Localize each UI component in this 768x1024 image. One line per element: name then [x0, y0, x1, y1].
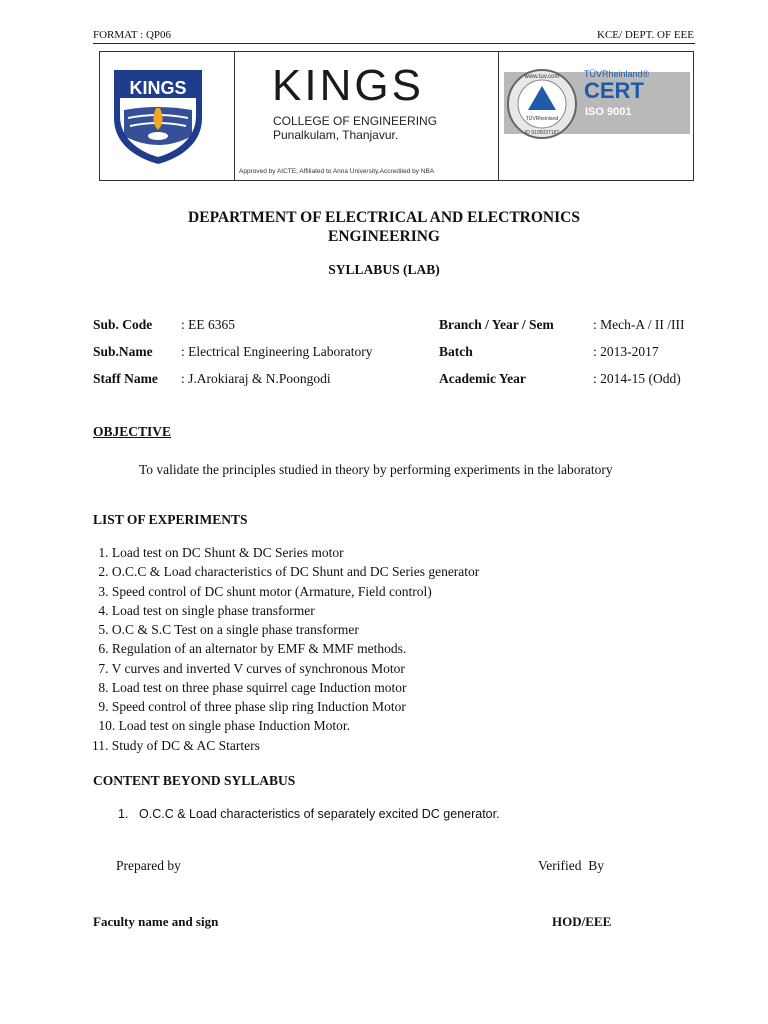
- list-item: 4. Load test on single phase transformer: [95, 603, 315, 618]
- faculty-sign-label: Faculty name and sign: [93, 914, 219, 929]
- dept-ref: KCE/ DEPT. OF EEE: [597, 29, 694, 41]
- list-item: 6. Regulation of an alternator by EMF & MMF methods.: [95, 641, 407, 656]
- branch-value: : Mech-A / II /III: [593, 317, 685, 332]
- college-shield-logo: [110, 66, 206, 166]
- list-item: 11. Study of DC & AC Starters: [92, 738, 260, 753]
- branch-label: Branch / Year / Sem: [439, 317, 554, 332]
- cert-word: CERT: [584, 78, 644, 103]
- college-subtitle: COLLEGE OF ENGINEERING: [273, 114, 438, 128]
- cert-brand: TÜVRheinland®: [584, 69, 650, 79]
- experiments-heading: LIST OF EXPERIMENTS: [93, 512, 248, 527]
- beyond-syllabus-heading: CONTENT BEYOND SYLLABUS: [93, 773, 296, 788]
- staff-label: Staff Name: [93, 371, 158, 386]
- batch-label: Batch: [439, 344, 473, 359]
- format-code: FORMAT : QP06: [93, 29, 172, 41]
- college-place: Punalkulam, Thanjavur.: [273, 128, 399, 142]
- logo-banner: [99, 51, 694, 181]
- beyond-item-number: 1.: [118, 807, 129, 821]
- tuv-seal-icon: [506, 68, 578, 140]
- academic-year-label: Academic Year: [439, 371, 526, 386]
- college-wordmark: KINGS: [272, 61, 424, 110]
- cert-iso: ISO 9001: [585, 106, 632, 118]
- seal-url: www.tuv.com: [524, 74, 560, 80]
- dept-title-line2: ENGINEERING: [328, 228, 440, 245]
- objective-text: To validate the principles studied in theory by performing experiments in the laboratory: [139, 462, 613, 477]
- batch-value: : 2013-2017: [593, 344, 659, 359]
- objective-heading: OBJECTIVE: [93, 424, 172, 439]
- sub-name-value: : Electrical Engineering Laboratory: [181, 344, 373, 359]
- shield-text: KINGS: [129, 78, 187, 98]
- list-item: 9. Speed control of three phase slip ring Induction Motor: [95, 699, 406, 714]
- sub-code-label: Sub. Code: [93, 317, 153, 332]
- prepared-by-label: Prepared by: [116, 858, 181, 873]
- list-item: 8. Load test on three phase squirrel cage Induction motor: [95, 680, 407, 695]
- syllabus-subtitle: SYLLABUS (LAB): [328, 262, 440, 277]
- seal-brand: TÜVRheinland: [525, 116, 559, 122]
- list-item: 2. O.C.C & Load characteristics of DC Shunt and DC Series generator: [95, 564, 480, 579]
- sub-name-label: Sub.Name: [93, 344, 153, 359]
- list-item: 7. V curves and inverted V curves of synchronous Motor: [95, 661, 405, 676]
- seal-id: ID 9105037187: [524, 130, 560, 136]
- list-item: 3. Speed control of DC shunt motor (Armature, Field control): [95, 584, 432, 599]
- dept-title-line1: DEPARTMENT OF ELECTRICAL AND ELECTRONICS: [188, 209, 580, 226]
- list-item: 5. O.C & S.C Test on a single phase transformer: [95, 622, 359, 637]
- hod-label: HOD/EEE: [552, 914, 612, 929]
- beyond-item-text: O.C.C & Load characteristics of separately excited DC generator.: [139, 807, 500, 821]
- header-rule: [93, 43, 695, 44]
- list-item: 10. Load test on single phase Induction Motor.: [95, 718, 350, 733]
- staff-value: : J.Arokiaraj & N.Poongodi: [181, 371, 331, 386]
- sub-code-value: : EE 6365: [181, 317, 235, 332]
- verified-by-label: Verified By: [538, 858, 604, 873]
- academic-year-value: : 2014-15 (Odd): [593, 371, 681, 386]
- list-item: 1. Load test on DC Shunt & DC Series motor: [95, 545, 344, 560]
- approval-line: Approved by AICTE, Affiliated to Anna University,Accredited by NBA: [239, 168, 435, 175]
